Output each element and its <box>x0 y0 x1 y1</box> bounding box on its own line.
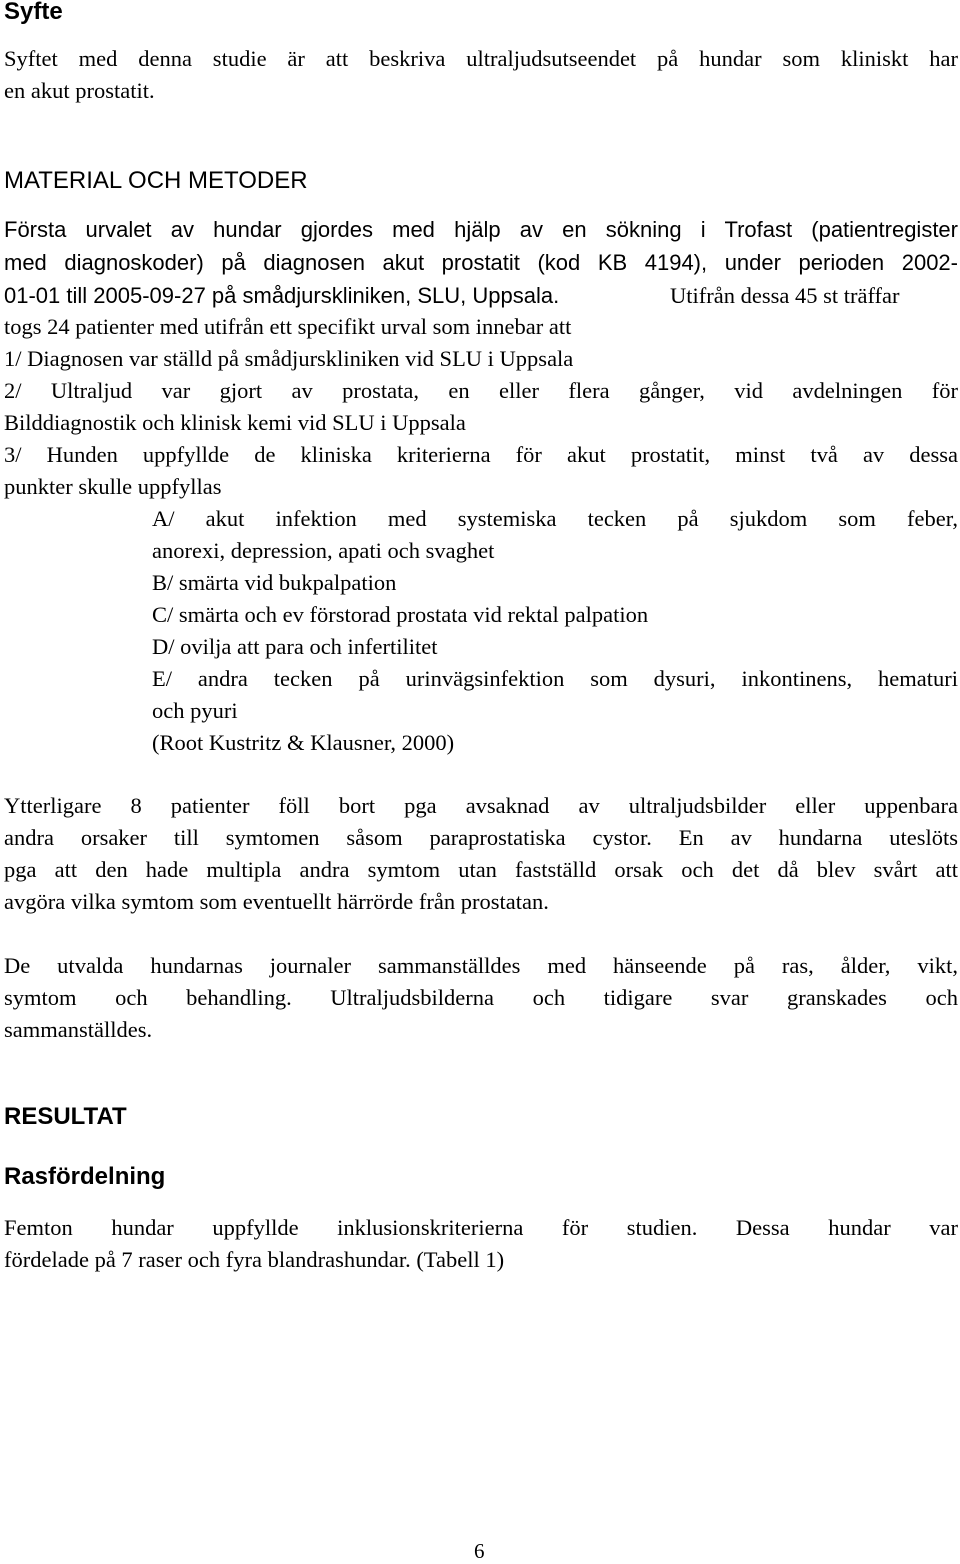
section-heading-syfte: Syfte <box>4 0 63 25</box>
subheading-rasfordelning: Rasfördelning <box>4 1163 166 1190</box>
exclusion-paragraph-line-1: Ytterligare 8 patienter föll bort pga avsaknad av ultraljudsbilder eller uppenbara <box>4 793 958 818</box>
resultat-line-1: Femton hundar uppfyllde inklusionskriterierna för studien. Dessa hundar var <box>4 1215 958 1240</box>
exclusion-paragraph-line-3: pga att den hade multipla andra symtom utan fastställd orsak och det då blev svårt att <box>4 857 958 882</box>
page-number: 6 <box>474 1539 485 1563</box>
sub-criterion-e-line-1: E/ andra tecken på urinvägsinfektion som dysuri, inkontinens, hematuri <box>152 666 958 691</box>
sub-criterion-a-line-2: anorexi, depression, apati och svaghet <box>152 538 495 563</box>
exclusion-paragraph-line-4: avgöra vilka symtom som eventuellt härrörde från prostatan. <box>4 889 549 914</box>
journal-paragraph-line-3: sammanställdes. <box>4 1017 153 1042</box>
reference: (Root Kustritz & Klausner, 2000) <box>152 730 455 755</box>
sub-criterion-e-line-2: och pyuri <box>152 698 238 723</box>
journal-paragraph-line-1: De utvalda hundarnas journaler sammanställdes med hänseende på ras, ålder, vikt, <box>4 953 958 978</box>
syfte-line-2: en akut prostatit. <box>4 78 155 103</box>
section-heading-material: MATERIAL OCH METODER <box>4 167 308 194</box>
sub-criterion-b: B/ smärta vid bukpalpation <box>152 570 397 595</box>
criterion-3-line-1: 3/ Hunden uppfyllde de kliniska kriterierna för akut prostatit, minst två av dessa <box>4 442 958 467</box>
journal-paragraph-line-2: symtom och behandling. Ultraljudsbilderna och tidigare svar granskades och <box>4 985 958 1010</box>
criterion-3-line-2: punkter skulle uppfyllas <box>4 474 222 499</box>
criterion-2-line-2: Bilddiagnostik och klinisk kemi vid SLU i Uppsala <box>4 410 466 435</box>
criterion-2-line-1: 2/ Ultraljud var gjort av prostata, en eller flera gånger, vid avdelningen för <box>4 378 958 403</box>
sub-criterion-a-line-1: A/ akut infektion med systemiska tecken på sjukdom som feber, <box>152 506 958 531</box>
resultat-line-2: fördelade på 7 raser och fyra blandrashundar. (Tabell 1) <box>4 1247 505 1272</box>
material-line-2: med diagnoskoder) på diagnosen akut prostatit (kod KB 4194), under perioden 2002- <box>4 250 958 275</box>
material-line-3a: 01-01 till 2005-09-27 på smådjurskliniken, SLU, Uppsala. <box>4 283 560 308</box>
material-line-3b: Utifrån dessa 45 st träffar <box>670 283 900 308</box>
sub-criterion-d: D/ ovilja att para och infertilitet <box>152 634 438 659</box>
material-line-4: togs 24 patienter med utifrån ett specifikt urval som innebar att <box>4 314 572 339</box>
material-line-1: Första urvalet av hundar gjordes med hjälp av en sökning i Trofast (patientregister <box>4 217 958 242</box>
sub-criterion-c: C/ smärta och ev förstorad prostata vid rektal palpation <box>152 602 649 627</box>
section-heading-resultat: RESULTAT <box>4 1103 127 1130</box>
syfte-line-1: Syftet med denna studie är att beskriva ultraljudsutseendet på hundar som kliniskt har <box>4 46 958 71</box>
criterion-1: 1/ Diagnosen var ställd på smådjurskliniken vid SLU i Uppsala <box>4 346 574 371</box>
exclusion-paragraph-line-2: andra orsaker till symtomen såsom paraprostatiska cystor. En av hundarna uteslöts <box>4 825 958 850</box>
